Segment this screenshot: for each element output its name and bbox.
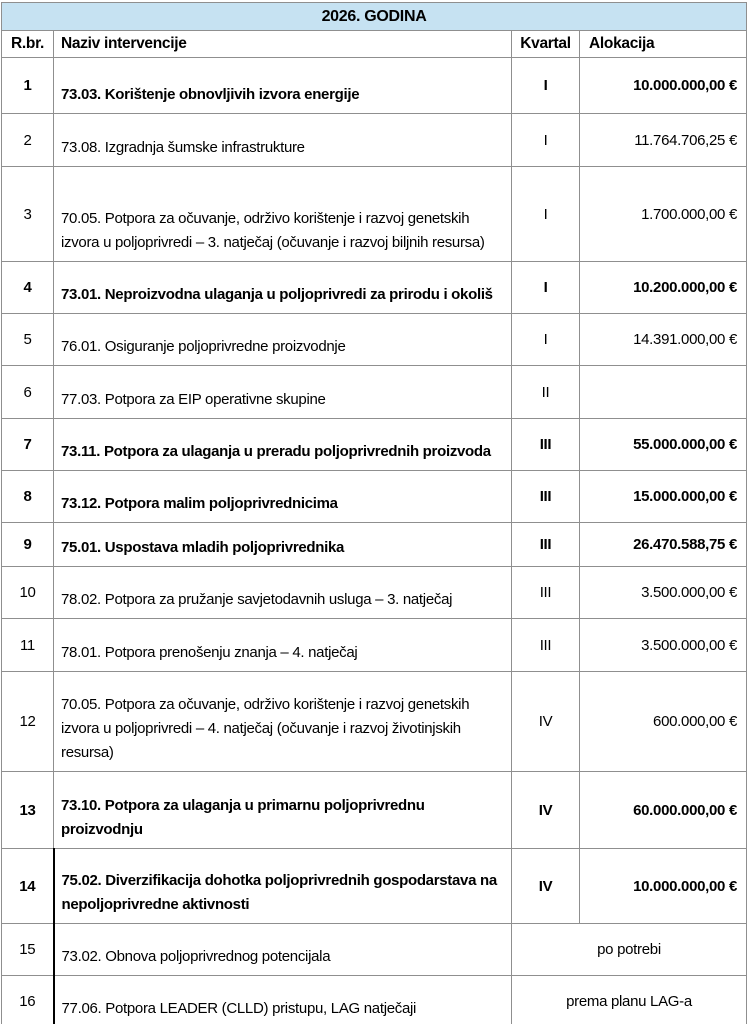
allocation: 26.470.588,75 € xyxy=(580,523,747,567)
table-row xyxy=(2,523,747,567)
intervention-name: 73.01. Neproizvodna ulaganja u poljoprivredi za prirodu i okoliš xyxy=(54,262,512,314)
intervention-name: 73.11. Potpora za ulaganja u preradu poljoprivrednih proizvoda xyxy=(54,419,512,471)
row-number: 10 xyxy=(2,567,54,619)
row-number: 8 xyxy=(2,471,54,523)
table-title-row xyxy=(2,3,747,31)
row-number: 6 xyxy=(2,366,54,419)
table-row xyxy=(2,314,747,366)
table-row xyxy=(2,471,747,523)
table-row xyxy=(2,567,747,619)
allocation: 10.000.000,00 € xyxy=(580,849,747,924)
header-quarter: Kvartal xyxy=(512,31,580,58)
allocation: 1.700.000,00 € xyxy=(580,167,747,262)
row-number: 12 xyxy=(2,672,54,772)
quarter: I xyxy=(512,167,580,262)
allocation-table xyxy=(1,2,747,1024)
table-row xyxy=(2,976,747,1024)
row-number: 11 xyxy=(2,619,54,672)
allocation: 14.391.000,00 € xyxy=(580,314,747,366)
row-number: 2 xyxy=(2,114,54,167)
quarter: I xyxy=(512,58,580,114)
table-row xyxy=(2,114,747,167)
allocation: 3.500.000,00 € xyxy=(580,619,747,672)
intervention-name: 70.05. Potpora za očuvanje, održivo korištenje i razvoj genetskih izvora u poljoprivredi – 3. natječaj (očuvanje i razvoj biljnih resursa) xyxy=(54,167,512,262)
quarter: III xyxy=(512,619,580,672)
quarter: I xyxy=(512,314,580,366)
header-row-number: R.br. xyxy=(2,31,54,58)
table-row xyxy=(2,167,747,262)
quarter: III xyxy=(512,523,580,567)
quarter: III xyxy=(512,567,580,619)
intervention-name: 77.06. Potpora LEADER (CLLD) pristupu, LAG natječaji xyxy=(54,976,512,1024)
allocation: 60.000.000,00 € xyxy=(580,772,747,849)
row-number: 16 xyxy=(2,976,54,1024)
quarter: I xyxy=(512,262,580,314)
allocation: 10.000.000,00 € xyxy=(580,58,747,114)
allocation: 11.764.706,25 € xyxy=(580,114,747,167)
quarter: III xyxy=(512,471,580,523)
row-number: 3 xyxy=(2,167,54,262)
table-row xyxy=(2,849,747,924)
intervention-name: 78.01. Potpora prenošenju znanja – 4. natječaj xyxy=(54,619,512,672)
row-number: 15 xyxy=(2,924,54,976)
table-row xyxy=(2,58,747,114)
row-number: 4 xyxy=(2,262,54,314)
allocation: 55.000.000,00 € xyxy=(580,419,747,471)
intervention-name: 73.08. Izgradnja šumske infrastrukture xyxy=(54,114,512,167)
quarter: IV xyxy=(512,672,580,772)
intervention-name: 73.03. Korištenje obnovljivih izvora energije xyxy=(54,58,512,114)
allocation: 3.500.000,00 € xyxy=(580,567,747,619)
intervention-name: 77.03. Potpora za EIP operativne skupine xyxy=(54,366,512,419)
allocation-note: po potrebi xyxy=(512,924,747,976)
row-number: 5 xyxy=(2,314,54,366)
intervention-name: 76.01. Osiguranje poljoprivredne proizvodnje xyxy=(54,314,512,366)
row-number: 9 xyxy=(2,523,54,567)
quarter: III xyxy=(512,419,580,471)
allocation: 10.200.000,00 € xyxy=(580,262,747,314)
intervention-name: 75.01. Uspostava mladih poljoprivrednika xyxy=(54,523,512,567)
row-number: 13 xyxy=(2,772,54,849)
intervention-name: 73.02. Obnova poljoprivrednog potencijala xyxy=(54,924,512,976)
intervention-name: 75.02. Diverzifikacija dohotka poljoprivrednih gospodarstava na nepoljoprivredne aktivnosti xyxy=(54,849,512,924)
allocation-note: prema planu LAG-a xyxy=(512,976,747,1024)
row-number: 1 xyxy=(2,58,54,114)
table-row xyxy=(2,619,747,672)
quarter: II xyxy=(512,366,580,419)
intervention-name: 70.05. Potpora za očuvanje, održivo korištenje i razvoj genetskih izvora u poljoprivredi – 4. natječaj (očuvanje i razvoj životinjskih resursa) xyxy=(54,672,512,772)
table-row xyxy=(2,366,747,419)
quarter: I xyxy=(512,114,580,167)
quarter: IV xyxy=(512,849,580,924)
table-row xyxy=(2,924,747,976)
year-title: 2026. GODINA xyxy=(2,3,747,31)
header-intervention-name: Naziv intervencije xyxy=(54,31,512,58)
table-row xyxy=(2,419,747,471)
table-row xyxy=(2,262,747,314)
intervention-name: 78.02. Potpora za pružanje savjetodavnih usluga – 3. natječaj xyxy=(54,567,512,619)
row-number: 7 xyxy=(2,419,54,471)
row-number: 14 xyxy=(2,849,54,924)
table-header-row xyxy=(2,31,747,58)
allocation xyxy=(580,366,747,419)
quarter: IV xyxy=(512,772,580,849)
allocation: 600.000,00 € xyxy=(580,672,747,772)
intervention-name: 73.12. Potpora malim poljoprivrednicima xyxy=(54,471,512,523)
header-allocation: Alokacija xyxy=(580,31,747,58)
table-row xyxy=(2,772,747,849)
allocation: 15.000.000,00 € xyxy=(580,471,747,523)
intervention-name: 73.10. Potpora za ulaganja u primarnu poljoprivrednu proizvodnju xyxy=(54,772,512,849)
table-row xyxy=(2,672,747,772)
